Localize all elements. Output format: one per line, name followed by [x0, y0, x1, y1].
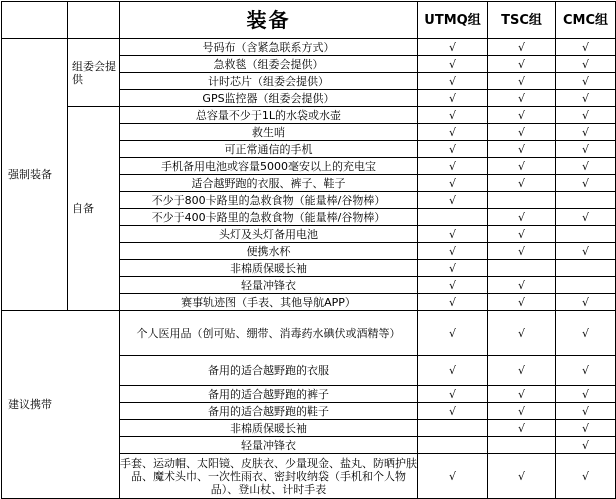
- check-mark-tsc: √: [488, 294, 556, 311]
- check-mark-tsc: √: [488, 386, 556, 403]
- check-mark-cmc: √: [556, 386, 616, 403]
- table-row: [2, 311, 616, 356]
- item-name: 非棉质保暖长袖: [120, 260, 418, 277]
- check-mark-tsc: √: [488, 39, 556, 56]
- check-mark-utmq: √: [418, 90, 488, 107]
- check-mark-cmc: √: [556, 158, 616, 175]
- check-mark-cmc: √: [556, 124, 616, 141]
- check-mark-utmq: [418, 209, 488, 226]
- item-name: 手套、运动帽、太阳镜、皮肤衣、少量现金、盐丸、防晒护肤品、魔术头巾、一次性雨衣、密封收纳袋（手机和个人物品）、登山杖、计时手表: [120, 454, 418, 499]
- check-mark-utmq: √: [418, 403, 488, 420]
- check-mark-utmq: √: [418, 73, 488, 90]
- check-mark-tsc: √: [488, 73, 556, 90]
- check-mark-tsc: √: [488, 277, 556, 294]
- check-mark-tsc: √: [488, 420, 556, 437]
- check-mark-tsc: √: [488, 226, 556, 243]
- check-mark-tsc: √: [488, 124, 556, 141]
- table-row: [2, 39, 616, 56]
- check-mark-cmc: √: [556, 73, 616, 90]
- item-name: 手机备用电池或容量5000毫安以上的充电宝: [120, 158, 418, 175]
- check-mark-tsc: √: [488, 243, 556, 260]
- check-mark-utmq: √: [418, 141, 488, 158]
- check-mark-cmc: √: [556, 294, 616, 311]
- category-mandatory: 强制装备: [2, 39, 68, 311]
- category-recommended: 建议携带: [2, 311, 120, 499]
- item-name: 赛事轨迹图（手表、其他导航APP）: [120, 294, 418, 311]
- check-mark-utmq: √: [418, 277, 488, 294]
- subcategory-self: 自备: [68, 107, 120, 311]
- check-mark-utmq: √: [418, 294, 488, 311]
- check-mark-cmc: √: [556, 39, 616, 56]
- check-mark-tsc: [488, 437, 556, 454]
- header-blank-category: [2, 2, 68, 39]
- item-name: GPS监控器（组委会提供）: [120, 90, 418, 107]
- subcategory-organizer: 组委会提供: [68, 39, 120, 107]
- item-name: 便携水杯: [120, 243, 418, 260]
- header-group-utmq: UTMQ组: [418, 2, 488, 39]
- check-mark-utmq: √: [418, 226, 488, 243]
- item-name: 适合越野跑的衣服、裤子、鞋子: [120, 175, 418, 192]
- check-mark-tsc: [488, 260, 556, 277]
- check-mark-tsc: √: [488, 356, 556, 386]
- check-mark-tsc: √: [488, 107, 556, 124]
- check-mark-utmq: √: [418, 107, 488, 124]
- check-mark-tsc: √: [488, 158, 556, 175]
- check-mark-cmc: √: [556, 56, 616, 73]
- item-name: 急救毯（组委会提供）: [120, 56, 418, 73]
- check-mark-tsc: √: [488, 175, 556, 192]
- equipment-table: [1, 1, 616, 499]
- item-name: 备用的适合越野跑的裤子: [120, 386, 418, 403]
- check-mark-cmc: √: [556, 90, 616, 107]
- check-mark-tsc: √: [488, 209, 556, 226]
- item-name: 轻量冲锋衣: [120, 277, 418, 294]
- check-mark-cmc: √: [556, 243, 616, 260]
- item-name: 头灯及头灯备用电池: [120, 226, 418, 243]
- check-mark-cmc: [556, 277, 616, 294]
- check-mark-utmq: √: [418, 356, 488, 386]
- check-mark-utmq: √: [418, 260, 488, 277]
- check-mark-utmq: √: [418, 175, 488, 192]
- check-mark-utmq: √: [418, 158, 488, 175]
- item-name: 总容量不少于1L的水袋或水壶: [120, 107, 418, 124]
- check-mark-cmc: √: [556, 437, 616, 454]
- header-row: [2, 2, 616, 39]
- item-name: 计时芯片（组委会提供）: [120, 73, 418, 90]
- header-title: 装备: [120, 2, 418, 39]
- check-mark-utmq: [418, 437, 488, 454]
- check-mark-cmc: √: [556, 107, 616, 124]
- item-name: 个人医用品（创可贴、绷带、消毒药水碘伏或酒精等）: [120, 311, 418, 356]
- header-group-tsc: TSC组: [488, 2, 556, 39]
- check-mark-cmc: √: [556, 403, 616, 420]
- item-name: 备用的适合越野跑的鞋子: [120, 403, 418, 420]
- check-mark-utmq: [418, 420, 488, 437]
- check-mark-tsc: √: [488, 403, 556, 420]
- check-mark-cmc: √: [556, 311, 616, 356]
- check-mark-tsc: √: [488, 311, 556, 356]
- check-mark-tsc: √: [488, 90, 556, 107]
- check-mark-utmq: √: [418, 454, 488, 499]
- check-mark-cmc: [556, 226, 616, 243]
- check-mark-cmc: √: [556, 454, 616, 499]
- check-mark-utmq: √: [418, 386, 488, 403]
- check-mark-cmc: [556, 260, 616, 277]
- check-mark-cmc: √: [556, 141, 616, 158]
- item-name: 可正常通信的手机: [120, 141, 418, 158]
- item-name: 非棉质保暖长袖: [120, 420, 418, 437]
- check-mark-cmc: √: [556, 420, 616, 437]
- check-mark-tsc: [488, 192, 556, 209]
- check-mark-utmq: √: [418, 243, 488, 260]
- item-name: 不少于800卡路里的急救食物（能量棒/谷物棒）: [120, 192, 418, 209]
- check-mark-utmq: √: [418, 192, 488, 209]
- check-mark-tsc: √: [488, 141, 556, 158]
- check-mark-cmc: √: [556, 356, 616, 386]
- table-row: [2, 107, 616, 124]
- header-group-cmc: CMC组: [556, 2, 616, 39]
- check-mark-utmq: √: [418, 311, 488, 356]
- check-mark-cmc: [556, 192, 616, 209]
- header-blank-subcategory: [68, 2, 120, 39]
- check-mark-cmc: √: [556, 209, 616, 226]
- item-name: 不少于400卡路里的急救食物（能量棒/谷物棒）: [120, 209, 418, 226]
- check-mark-tsc: √: [488, 56, 556, 73]
- check-mark-utmq: √: [418, 124, 488, 141]
- item-name: 救生哨: [120, 124, 418, 141]
- check-mark-cmc: √: [556, 175, 616, 192]
- check-mark-utmq: √: [418, 56, 488, 73]
- item-name: 轻量冲锋衣: [120, 437, 418, 454]
- check-mark-tsc: √: [488, 454, 556, 499]
- check-mark-utmq: √: [418, 39, 488, 56]
- item-name: 号码布（含紧急联系方式）: [120, 39, 418, 56]
- item-name: 备用的适合越野跑的衣服: [120, 356, 418, 386]
